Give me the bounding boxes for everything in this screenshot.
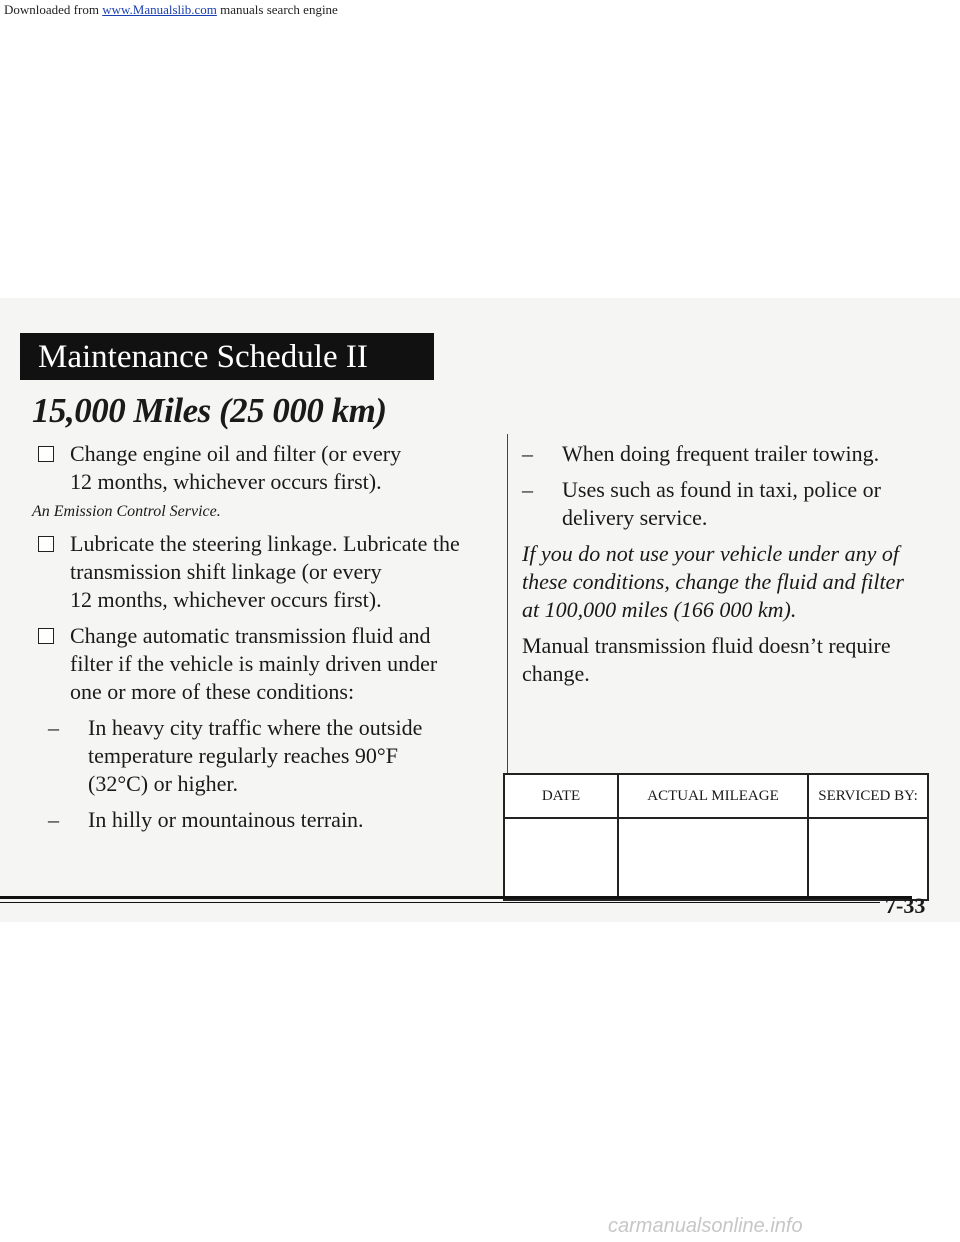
checklist-item-transmission-line2: filter if the vehicle is mainly driven under xyxy=(70,651,438,676)
condition-taxi-police-line1: Uses such as found in taxi, police or xyxy=(562,477,881,502)
condition-city-traffic-line3: (32°C) or higher. xyxy=(88,771,238,796)
table-header-row xyxy=(504,774,928,818)
footer-rule-thick xyxy=(0,896,912,899)
fluid-change-note-line3: at 100,000 miles (166 000 km). xyxy=(522,597,797,622)
right-column xyxy=(522,440,942,688)
condition-taxi-police-line2: delivery service. xyxy=(562,505,708,530)
page-heading: 15,000 Miles (25 000 km) xyxy=(32,391,387,430)
dash-bullet: – xyxy=(522,477,533,502)
download-prefix: Downloaded from xyxy=(4,2,103,17)
condition-hilly-terrain xyxy=(48,806,487,834)
checklist-item-transmission xyxy=(32,622,487,706)
table-row xyxy=(504,818,928,900)
dash-bullet: – xyxy=(48,807,59,832)
download-suffix: manuals search engine xyxy=(216,2,338,17)
fluid-change-note xyxy=(522,540,942,624)
checklist-item-oil-line2: 12 months, whichever occurs first). xyxy=(70,469,382,494)
condition-taxi-police xyxy=(522,476,942,532)
emission-note: An Emission Control Service. xyxy=(32,503,221,520)
service-record-table xyxy=(503,773,929,901)
condition-trailer-towing-text: When doing frequent trailer towing. xyxy=(562,441,880,466)
checklist-item-oil-line1: Change engine oil and filter (or every xyxy=(70,441,402,466)
dash-bullet: – xyxy=(48,715,59,740)
manual-transmission-note-line1: Manual transmission fluid doesn’t require xyxy=(522,633,891,658)
condition-hilly-terrain-text: In hilly or mountainous terrain. xyxy=(88,807,364,832)
checkbox-icon xyxy=(38,536,54,552)
serviced-by-cell xyxy=(808,818,928,900)
header-actual-mileage: ACTUAL MILEAGE xyxy=(618,774,808,818)
checkbox-icon xyxy=(38,628,54,644)
condition-city-traffic-line1: In heavy city traffic where the outside xyxy=(88,715,423,740)
header-date: DATE xyxy=(504,774,618,818)
checklist-item-lubricate-line1: Lubricate the steering linkage. Lubricate the xyxy=(70,531,460,556)
fluid-change-note-line2: these conditions, change the fluid and filter xyxy=(522,569,904,594)
mileage-cell xyxy=(618,818,808,900)
checklist-item-lubricate xyxy=(32,530,487,614)
manual-transmission-note-line2: change. xyxy=(522,661,590,686)
checklist-item-transmission-line3: one or more of these conditions: xyxy=(70,679,355,704)
footer-rule-thin xyxy=(0,902,880,903)
date-cell xyxy=(504,818,618,900)
checklist-item-lubricate-line2: transmission shift linkage (or every xyxy=(70,559,382,584)
section-banner-title: Maintenance Schedule II xyxy=(38,339,368,375)
checkbox-icon xyxy=(38,446,54,462)
condition-city-traffic-line2: temperature regularly reaches 90°F xyxy=(88,743,398,768)
dash-bullet: – xyxy=(522,441,533,466)
manualslib-link[interactable]: www.Manualslib.com xyxy=(102,2,217,17)
condition-city-traffic xyxy=(48,714,487,798)
page-number: 7-33 xyxy=(885,893,926,918)
left-column xyxy=(32,440,487,842)
checklist-item-oil xyxy=(32,440,487,496)
watermark-text: carmanualsonline.info xyxy=(608,1215,803,1237)
header-serviced-by: SERVICED BY: xyxy=(808,774,928,818)
download-notice xyxy=(4,2,338,18)
condition-trailer-towing xyxy=(522,440,942,468)
fluid-change-note-line1: If you do not use your vehicle under any of xyxy=(522,541,899,566)
manual-transmission-note xyxy=(522,632,942,688)
checklist-item-lubricate-line3: 12 months, whichever occurs first). xyxy=(70,587,382,612)
checklist-item-transmission-line1: Change automatic transmission fluid and xyxy=(70,623,431,648)
